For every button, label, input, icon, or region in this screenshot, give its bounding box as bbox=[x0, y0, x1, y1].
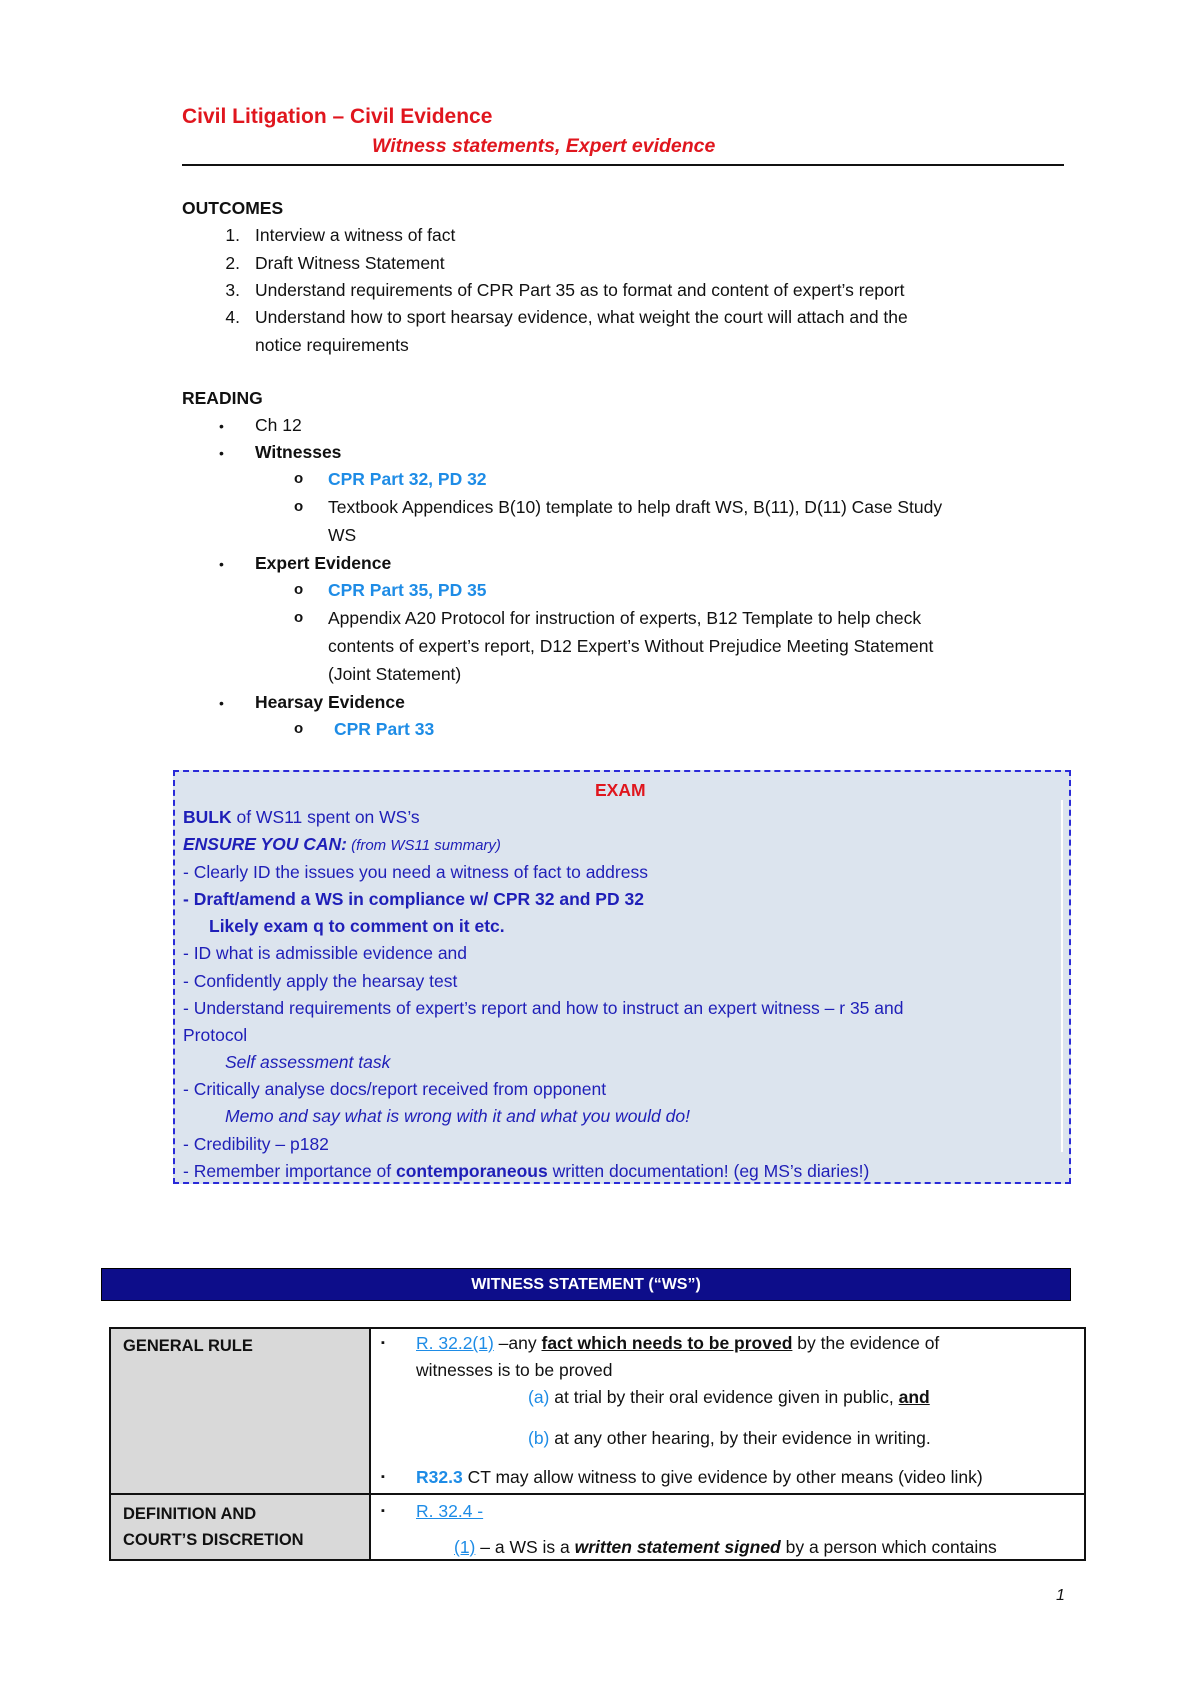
definition-label bbox=[123, 1501, 304, 1553]
square-bullet-icon: ▪ bbox=[381, 1505, 385, 1517]
gr-bold: fact which needs to be proved bbox=[541, 1333, 793, 1353]
exam-line: Protocol bbox=[183, 1025, 248, 1045]
exam-line: Likely exam q to comment on it etc. bbox=[209, 916, 505, 936]
reading-appendix-continued: contents of expert’s report, D12 Expert’s Without Prejudice Meeting Statement bbox=[328, 636, 934, 656]
reading-hearsay: Hearsay Evidence bbox=[255, 692, 405, 712]
gr-dash: –any bbox=[493, 1333, 542, 1353]
link-cpr-part-32[interactable]: CPR Part 32, PD 32 bbox=[328, 469, 487, 489]
bullet-icon: • bbox=[219, 695, 224, 711]
exam-remember-bold: contemporaneous bbox=[396, 1161, 548, 1181]
exam-ensure-rest: (from WS11 summary) bbox=[347, 837, 501, 854]
exam-heading: EXAM bbox=[595, 780, 646, 800]
outcome-item: Understand requirements of CPR Part 35 as to format and content of expert’s report bbox=[255, 280, 905, 300]
table-row bbox=[110, 1328, 1085, 1494]
def-1-c: by a person which contains bbox=[780, 1537, 997, 1557]
general-rule-a bbox=[528, 1389, 930, 1407]
exam-box bbox=[173, 770, 1071, 1184]
outcome-number: 1. bbox=[225, 225, 240, 245]
exam-ensure-bold: ENSURE YOU CAN: bbox=[183, 834, 348, 854]
general-rule-line bbox=[416, 1335, 939, 1353]
general-rule-label: GENERAL RULE bbox=[123, 1337, 253, 1355]
exam-line: - Clearly ID the issues you need a witness of fact to address bbox=[183, 862, 648, 882]
reading-textbook: Textbook Appendices B(10) template to help draft WS, B(11), D(11) Case Study bbox=[328, 497, 943, 517]
exam-line-ensure bbox=[183, 836, 501, 854]
reading-textbook-continued: WS bbox=[328, 525, 357, 545]
reading-witnesses: Witnesses bbox=[255, 442, 342, 462]
document-title: Civil Litigation – Civil Evidence bbox=[182, 105, 493, 128]
outcome-item: Understand how to sport hearsay evidence, what weight the court will attach and the bbox=[255, 307, 908, 327]
gr-b-ref: (b) bbox=[528, 1428, 550, 1448]
exam-remember-c: written documentation! (eg MS’s diaries!) bbox=[547, 1161, 870, 1181]
table-row bbox=[110, 1494, 1085, 1560]
sub-bullet-icon: o bbox=[294, 609, 304, 626]
gr-a-ref: (a) bbox=[528, 1387, 550, 1407]
exam-line: - Credibility – p182 bbox=[183, 1134, 329, 1154]
outcomes-heading: OUTCOMES bbox=[182, 198, 284, 218]
exam-line: Self assessment task bbox=[225, 1052, 391, 1072]
square-bullet-icon: ▪ bbox=[381, 1337, 385, 1349]
page-number: 1 bbox=[1056, 1587, 1065, 1604]
definition-line bbox=[454, 1539, 997, 1557]
reading-heading: READING bbox=[182, 388, 263, 408]
definition-label-line: COURT’S DISCRETION bbox=[123, 1531, 304, 1549]
reading-expert: Expert Evidence bbox=[255, 553, 392, 573]
table-cell-content bbox=[370, 1494, 1085, 1560]
outcome-number: 4. bbox=[225, 307, 240, 327]
exam-line: - Confidently apply the hearsay test bbox=[183, 971, 458, 991]
general-rule-line: witnesses is to be proved bbox=[416, 1360, 613, 1380]
link-r-32-2-1[interactable]: R. 32.2(1) bbox=[416, 1333, 494, 1353]
square-bullet-icon: ▪ bbox=[381, 1471, 385, 1483]
sub-bullet-icon: o bbox=[294, 720, 304, 737]
document-subtitle: Witness statements, Expert evidence bbox=[372, 135, 716, 157]
section-bar-witness-statement: WITNESS STATEMENT (“WS”) bbox=[101, 1268, 1071, 1301]
link-cpr-part-35[interactable]: CPR Part 35, PD 35 bbox=[328, 580, 487, 600]
sub-bullet-icon: o bbox=[294, 470, 304, 487]
gr-a-and: and bbox=[898, 1387, 930, 1407]
link-cpr-part-33[interactable]: CPR Part 33 bbox=[334, 719, 435, 739]
gr-rest: by the evidence of bbox=[792, 1333, 940, 1353]
exam-line-bulk bbox=[183, 809, 420, 827]
table-cell-label bbox=[110, 1494, 370, 1560]
exam-box-inner-rule bbox=[1061, 800, 1063, 1152]
gr-b-text: at any other hearing, by their evidence in writing. bbox=[549, 1428, 931, 1448]
exam-line-remember bbox=[183, 1163, 869, 1181]
bullet-icon: • bbox=[219, 418, 224, 434]
header-rule bbox=[182, 164, 1064, 166]
sub-bullet-icon: o bbox=[294, 498, 304, 515]
bullet-icon: • bbox=[219, 556, 224, 572]
exam-line: - ID what is admissible evidence and bbox=[183, 943, 468, 963]
outcome-item: Interview a witness of fact bbox=[255, 225, 456, 245]
reading-appendix-continued: (Joint Statement) bbox=[328, 664, 462, 684]
link-r-32-3[interactable]: R32.3 bbox=[416, 1467, 463, 1487]
reading-chapter: Ch 12 bbox=[255, 415, 302, 435]
exam-bulk-bold: BULK bbox=[183, 807, 232, 827]
exam-remember-a: - Remember importance of bbox=[183, 1161, 396, 1181]
gr-a-text: at trial by their oral evidence given in public, bbox=[549, 1387, 899, 1407]
reading-appendix: Appendix A20 Protocol for instruction of experts, B12 Template to help check bbox=[328, 608, 922, 628]
bullet-icon: • bbox=[219, 445, 224, 461]
exam-line: - Critically analyse docs/report received from opponent bbox=[183, 1079, 607, 1099]
link-r-32-4[interactable]: R. 32.4 - bbox=[416, 1501, 484, 1521]
exam-bulk-rest: of WS11 spent on WS’s bbox=[231, 807, 420, 827]
def-1-a: – a WS is a bbox=[475, 1537, 575, 1557]
gr-r323-text: CT may allow witness to give evidence by other means (video link) bbox=[462, 1467, 983, 1487]
def-1-b: written statement signed bbox=[574, 1537, 781, 1557]
exam-line: - Understand requirements of expert’s report and how to instruct an expert witness – r 35 and bbox=[183, 998, 904, 1018]
definition-label-line: DEFINITION AND bbox=[123, 1505, 257, 1523]
outcome-item: Draft Witness Statement bbox=[255, 253, 445, 273]
general-rule-r323 bbox=[416, 1469, 983, 1487]
table-cell-content bbox=[370, 1328, 1085, 1494]
def-1-ref: (1) bbox=[454, 1537, 476, 1557]
sub-bullet-icon: o bbox=[294, 581, 304, 598]
table-cell-label bbox=[110, 1328, 370, 1494]
rules-table bbox=[109, 1327, 1086, 1561]
outcome-number: 2. bbox=[225, 253, 240, 273]
outcome-number: 3. bbox=[225, 280, 240, 300]
general-rule-b bbox=[528, 1430, 931, 1448]
outcome-item-continued: notice requirements bbox=[255, 335, 409, 355]
exam-line: - Draft/amend a WS in compliance w/ CPR 32 and PD 32 bbox=[183, 889, 644, 909]
exam-line: Memo and say what is wrong with it and what you would do! bbox=[225, 1106, 690, 1126]
